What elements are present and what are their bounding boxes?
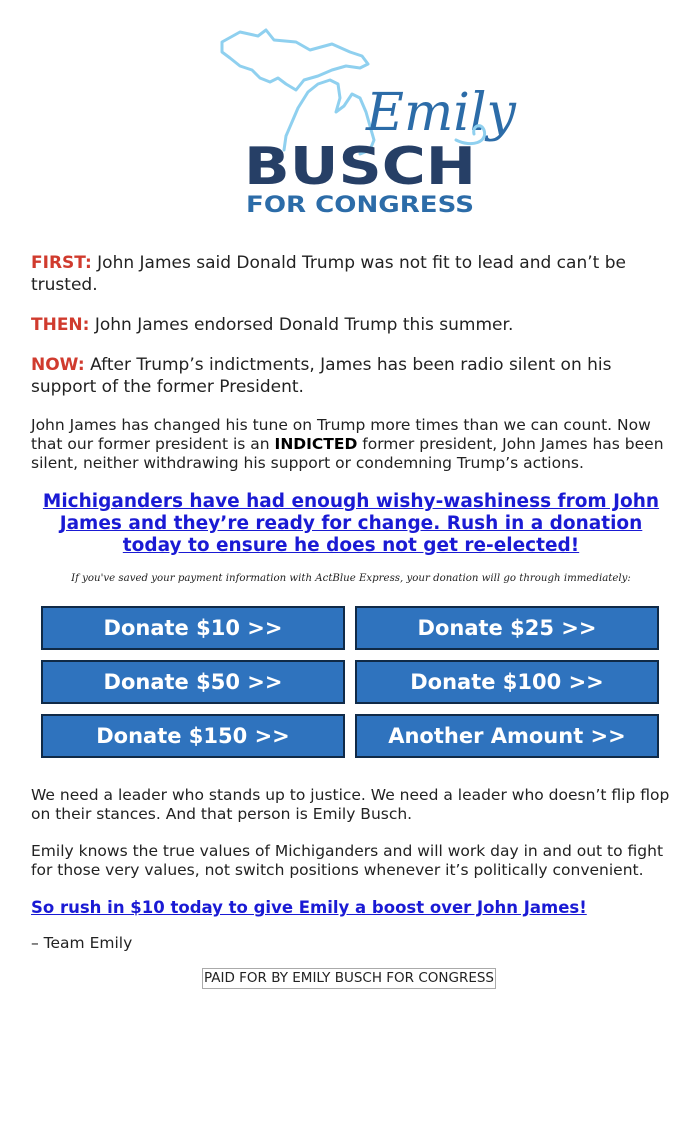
donation-cta-link[interactable]: Michiganders have had enough wishy-washiness from John James and they’re ready for change. Rush in a donation today to ensure he does not get re-elected! bbox=[42, 491, 660, 556]
rush-10-link[interactable]: So rush in $10 today to give Emily a boost over John James! bbox=[31, 898, 587, 917]
donate-other-amount-button[interactable]: Another Amount >> bbox=[355, 714, 659, 758]
campaign-logo bbox=[200, 22, 516, 230]
intro-before: John James has changed his tune on Trump more times than we can count. Now that our former president is an bbox=[31, 416, 651, 453]
email-body bbox=[31, 252, 671, 989]
donate-100-button[interactable]: Donate $100 >> bbox=[355, 660, 659, 704]
paid-for-disclaimer: PAID FOR BY EMILY BUSCH FOR CONGRESS bbox=[202, 968, 496, 989]
donate-10-button[interactable]: Donate $10 >> bbox=[41, 606, 345, 650]
actblue-express-note: If you've saved your payment information with ActBlue Express, your donation will go through immediately: bbox=[71, 573, 631, 584]
disclaimer-wrap bbox=[27, 967, 671, 989]
lead-now-tag: NOW: bbox=[31, 355, 85, 375]
lead-first-text: John James said Donald Trump was not fit to lead and can’t be trusted. bbox=[31, 253, 626, 295]
lead-now bbox=[31, 354, 671, 398]
lead-then-text: John James endorsed Donald Trump this summer. bbox=[89, 315, 514, 335]
lead-then-tag: THEN: bbox=[31, 315, 90, 335]
values-paragraph: Emily knows the true values of Michiganders and will work day in and out to fight for those very values, not switch positions whenever it’s politically convenient. bbox=[31, 842, 664, 879]
leader-paragraph: We need a leader who stands up to justice. We need a leader who doesn’t flip flop on their stances. And that person is Emily Busch. bbox=[31, 786, 670, 823]
intro-after: former president, John James has been silent, neither withdrawing his support or condemning Trump’s actions. bbox=[31, 435, 664, 472]
donate-25-button[interactable]: Donate $25 >> bbox=[355, 606, 659, 650]
intro-paragraph bbox=[31, 416, 671, 473]
donate-button-grid bbox=[41, 606, 671, 758]
intro-bold: INDICTED bbox=[274, 435, 358, 453]
lead-first-tag: FIRST: bbox=[31, 253, 92, 273]
signoff: – Team Emily bbox=[31, 934, 133, 952]
lead-then bbox=[31, 314, 671, 336]
logo-tagline: FOR CONGRESS bbox=[246, 192, 474, 218]
donate-150-button[interactable]: Donate $150 >> bbox=[41, 714, 345, 758]
logo-script-name: Emily bbox=[366, 83, 516, 143]
lead-first bbox=[31, 252, 671, 296]
michigan-map-logo-icon bbox=[200, 22, 516, 230]
donate-50-button[interactable]: Donate $50 >> bbox=[41, 660, 345, 704]
lead-now-text: After Trump’s indictments, James has been radio silent on his support of the former President. bbox=[31, 355, 612, 397]
logo-surname: BUSCH bbox=[244, 137, 476, 197]
